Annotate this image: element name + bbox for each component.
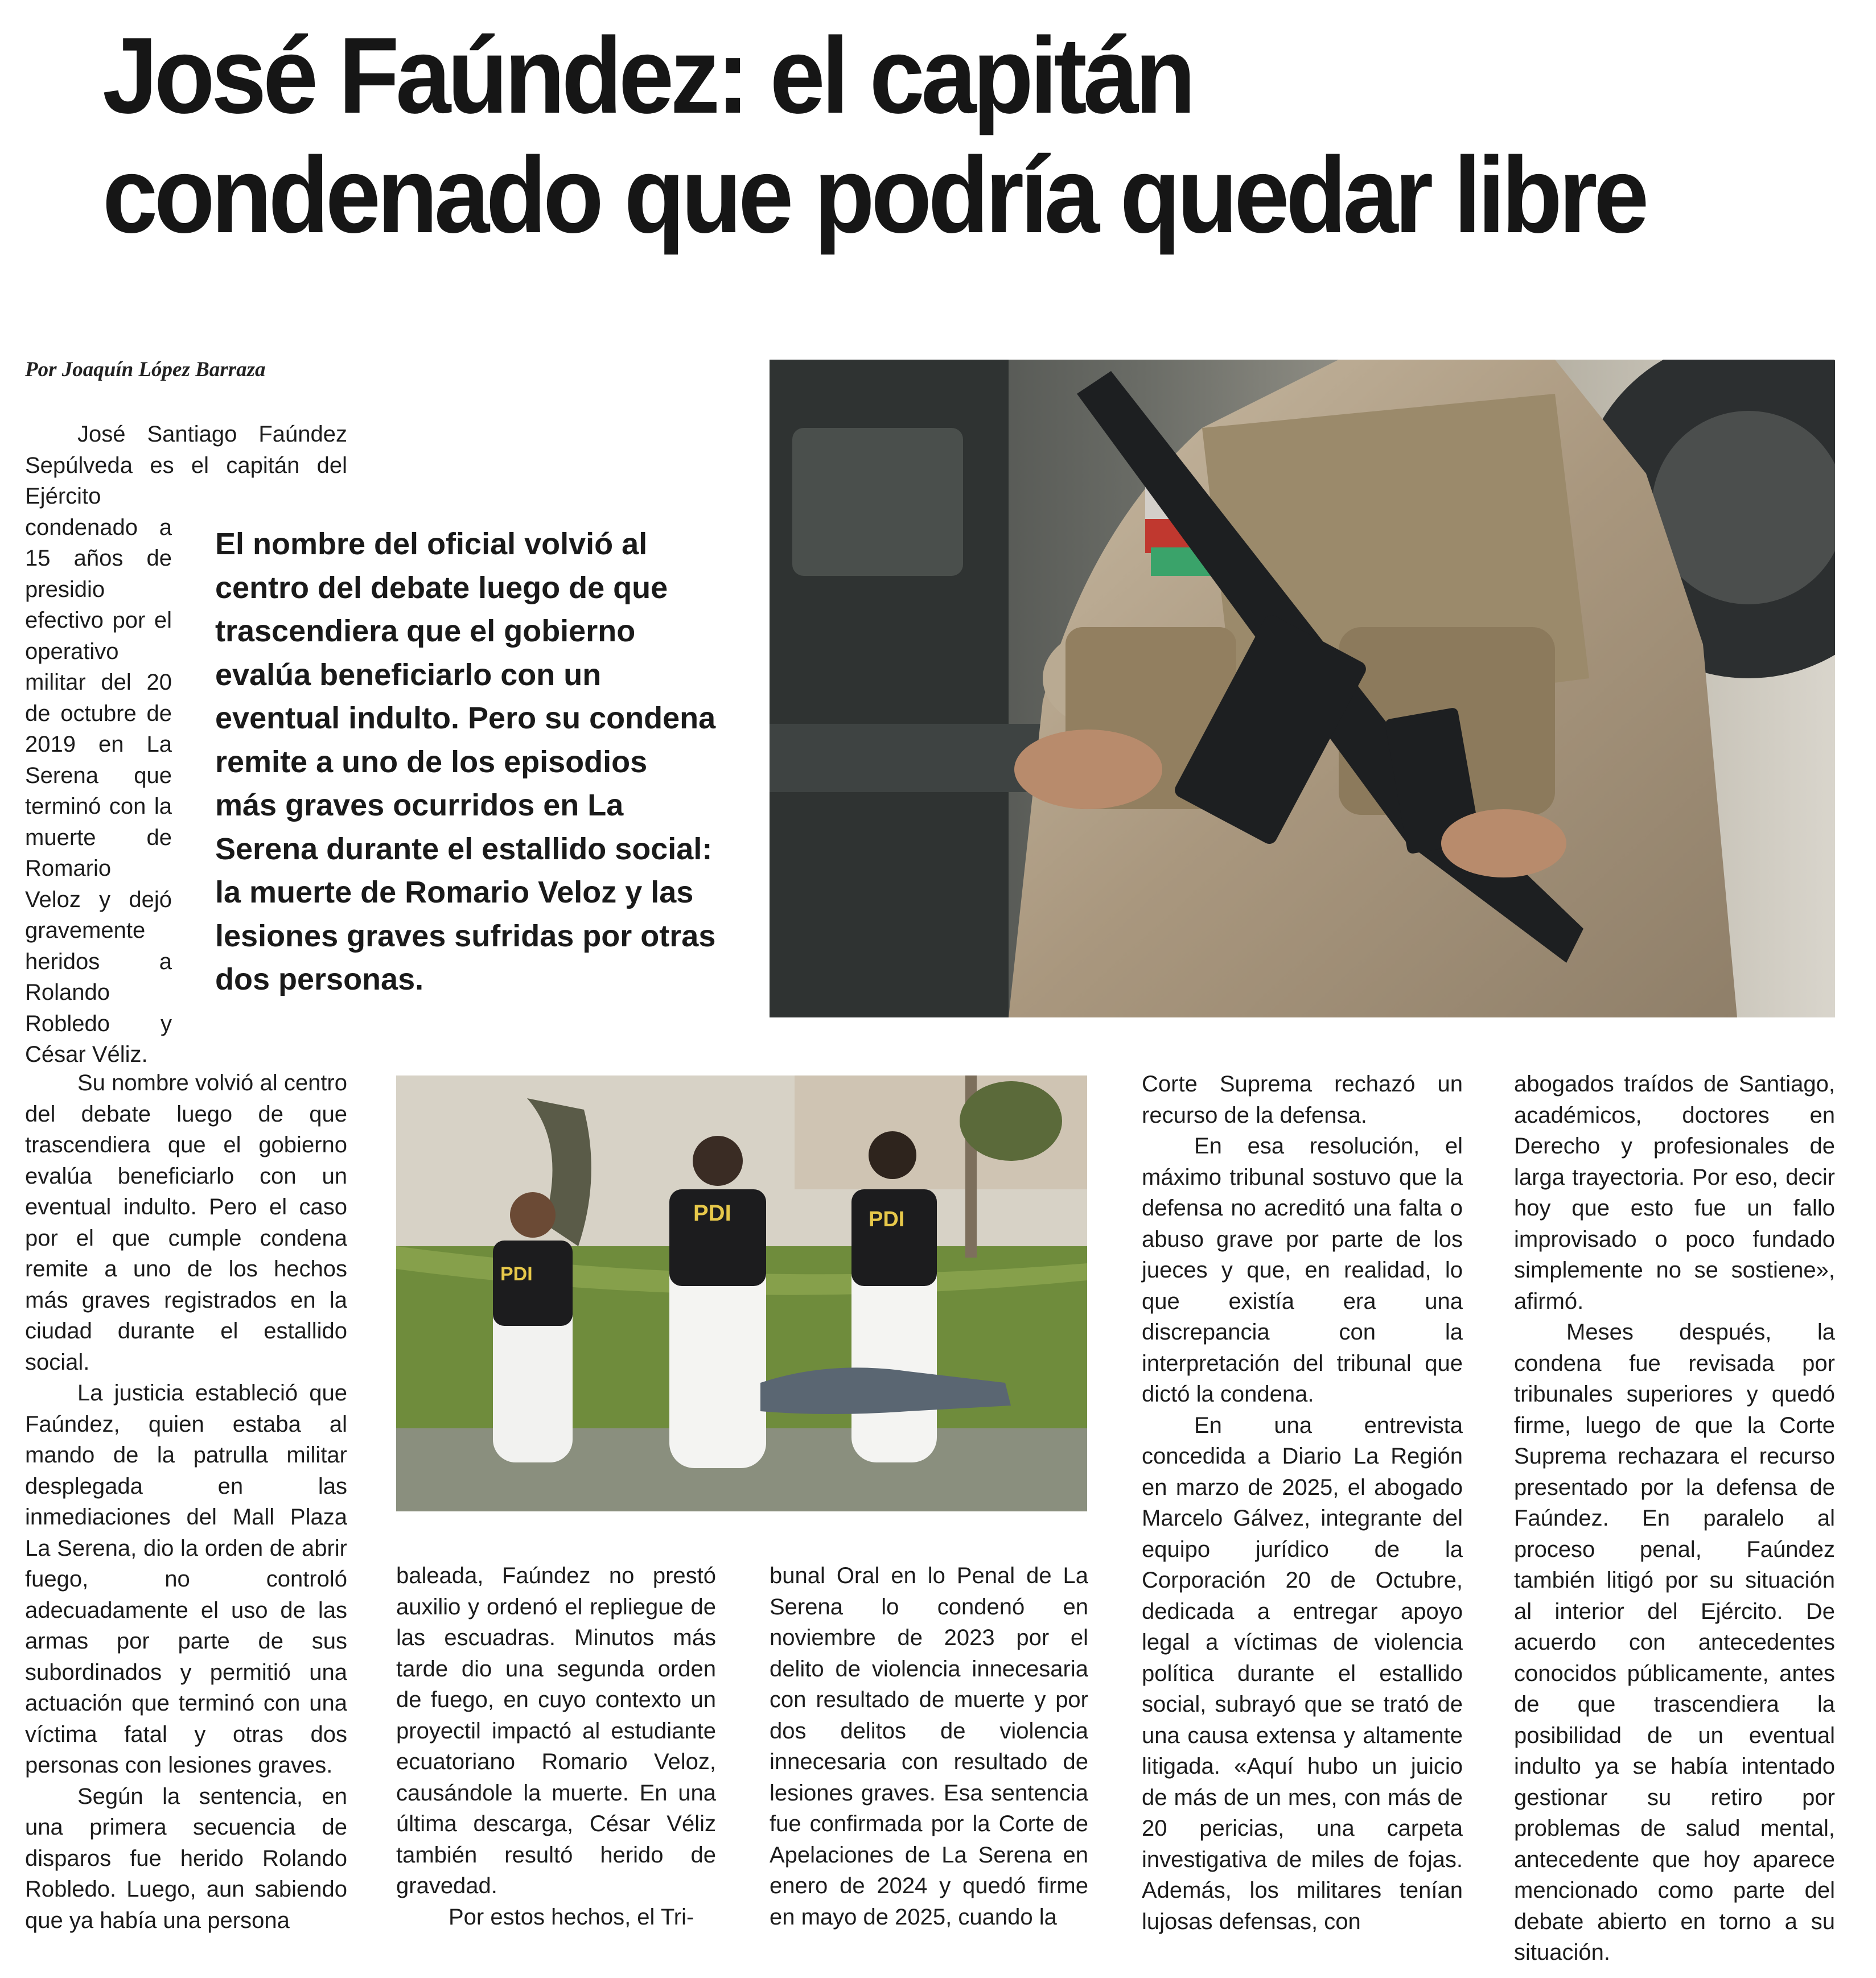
headline-line-1: José Faúndez: el capitán [102,15,1192,136]
photo-soldier [770,360,1835,1017]
pdi-vest-label: PDI [693,1201,731,1226]
article-paragraph: Meses después, la condena fue revisada por tribunales superiores y quedó firme, luego de que la Corte Suprema rechazara el recurso presentado por la defensa de Faúndez. En paralelo al proceso penal, Faúndez también litigó por su situación al interior del Ejército. De acuerdo con antecedentes conocidos públicamente, antes de que trascendiera la posibilidad de un eventual indulto ya se había intentado gestionar su retiro por problemas de salud mental, antecedente que hoy aparece mencionado como parte del debate abierto en torno a su situación. [1514,1320,1835,1965]
column-2 [396,1560,716,1932]
column-5 [1514,1069,1835,1968]
column-4 [1142,1069,1463,1937]
article-paragraph: abogados traídos de Santiago, académicos, doctores en Derecho y profesionales de larga trayectoria. Por eso, decir hoy que esto fue un fallo improvisado o poco fundado simplemente no se sostiene», afirmó. [1514,1072,1835,1314]
article-paragraph: Por estos hechos, el Tri- [449,1904,694,1930]
pdi-vest-label: PDI [869,1208,905,1231]
photo-pdi-investigators [396,1075,1087,1511]
photo-pdi-image [396,1075,1087,1511]
byline: Por Joaquín López Barraza [25,358,266,381]
headline-line-2: condenado que podría quedar libre [102,135,1645,256]
article-paragraph: En una entrevista concedida a Diario La Región en marzo de 2025, el abogado Marcelo Gálvez, integrante del equipo jurídico de la Corporación 20 de Octubre, dedicada a entregar apoyo legal a víctimas de violencia política durante el estallido social, subrayó que se trató de una causa extensa y altamente litigada. «Aquí hubo un juicio de más de un mes, con más de 20 pericias, una carpeta investigativa de miles de fojas. Además, los militares tenían lujosas defensas, con [1142,1412,1463,1934]
headline [102,16,1673,255]
pdi-vest-label: PDI [500,1263,533,1285]
column-3 [770,1560,1088,1932]
article-paragraph: Su nombre volvió al centro del debate luego de que trascendiera que el gobierno evalúa beneficiarlo con un eventual indulto. Pero el caso por el que cumple condena remite a uno de los hechos más graves registrados en la ciudad durante el estallido social. [25,1070,347,1375]
article-paragraph: La justicia estableció que Faúndez, quien estaba al mando de la patrulla militar desplegada en las inmediaciones del Mall Plaza La Serena, dio la orden de abrir fuego, no controló adecuadamente el uso de las armas por parte de sus subordinados y permitió una actuación que terminó con una víctima fatal y otras dos personas con lesiones graves. [25,1381,347,1778]
article-paragraph: baleada, Faúndez no prestó auxilio y ordenó el repliegue de las escuadras. Minutos más tarde dio una segunda orden de fuego, en cuyo contexto un proyectil impactó al estudiante ecuatoriano Romario Veloz, causándole la muerte. En una última descarga, César Véliz también resultó herido de gravedad. [396,1563,716,1898]
article-paragraph: Según la sentencia, en una primera secuencia de disparos fue herido Rolando Robledo. Luego, aun sabiendo que ya había una persona [25,1783,347,1933]
article-paragraph: En esa resolución, el máximo tribunal sostuvo que la defensa no acreditó una falta o abuso grave por parte de los jueces y que, en realidad, lo que existía era una discrepancia con la interpretación del tribunal que dictó la condena. [1142,1134,1463,1407]
deck-summary: El nombre del oficial volvió al centro del debate luego de que trascendiera que el gobierno evalúa beneficiarlo con un eventual indulto. Pero su condena remite a uno de los episodios más graves ocurridos en La Serena durante el estallido social: la muerte de Romario Veloz y las lesiones graves sufridas por otras dos personas. [215,527,716,996]
article-paragraph: bunal Oral en lo Penal de La Serena lo condenó en noviembre de 2023 por el delito de violencia innecesaria con resultado de muerte y por dos delitos de violencia innecesaria con resultado de lesiones graves. Esa sentencia fue confirmada por la Corte de Apelaciones de La Serena en enero de 2024 y quedó firme en mayo de 2025, cuando la [770,1563,1088,1930]
article-paragraph: Corte Suprema rechazó un recurso de la defensa. [1142,1072,1463,1128]
photo-soldier-image [770,360,1835,1017]
column-1-lower [25,1068,347,1936]
article-intro: José Santiago Faúndez Sepúlveda es el capitán del Ejército condenado a 15 años de presidio efectivo por el operativo militar del 20 de octubre de 2019 en La Serena que terminó con la muerte de Romario Veloz y dejó gravemente heridos a Rolando Robledo y César Véliz. [25,422,347,1067]
